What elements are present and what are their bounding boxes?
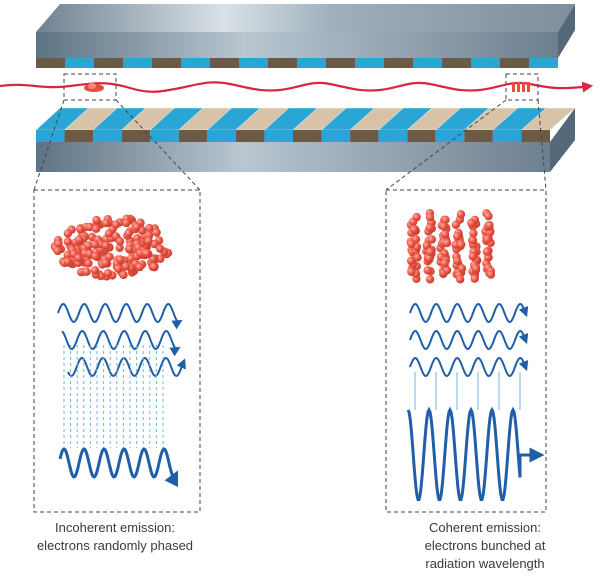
lower-magnet-front-segment [236, 130, 265, 142]
electron [125, 245, 133, 253]
electron [410, 225, 418, 233]
electron [407, 240, 415, 248]
electron [54, 239, 62, 247]
random-electron-cloud [51, 215, 173, 281]
electron [122, 262, 130, 270]
electron [456, 275, 464, 283]
electron [144, 237, 152, 245]
electron [441, 230, 449, 238]
electron [443, 239, 451, 247]
electron [457, 210, 465, 218]
lower-plate-front [36, 142, 550, 172]
lower-magnet-front-segment [322, 130, 351, 142]
electron [150, 263, 158, 271]
electron [485, 221, 493, 229]
electron [91, 240, 99, 248]
electron [91, 252, 99, 260]
electron [412, 213, 420, 221]
electron [487, 270, 495, 278]
electron [64, 229, 72, 237]
electron [143, 249, 151, 257]
upper-magnet-segment [326, 58, 355, 68]
electron [452, 221, 460, 229]
coherent-sum-wave [408, 410, 540, 500]
electron [102, 241, 110, 249]
lower-magnet-front-segment [150, 130, 179, 142]
electron [92, 216, 100, 224]
electron [413, 253, 421, 261]
coherent-caption-line1: Coherent emission: [429, 520, 541, 535]
electron [156, 245, 164, 253]
electron [467, 219, 475, 227]
electron [483, 235, 491, 243]
upper-magnet-segment [239, 58, 268, 68]
electron [84, 259, 92, 267]
electron [76, 225, 84, 233]
upper-magnet-segment [94, 58, 123, 68]
electron [63, 257, 71, 265]
electron [426, 248, 434, 256]
electron [483, 248, 491, 256]
incoherent-wave [62, 331, 178, 349]
lower-magnet-front-segment [207, 130, 236, 142]
upper-magnet-segment [413, 58, 442, 68]
incoherent-wave [58, 304, 180, 322]
electron [116, 255, 124, 263]
incoherent-caption-line1: Incoherent emission: [55, 520, 175, 535]
electron [469, 252, 477, 260]
lower-magnet-front-segment [264, 130, 293, 142]
electron [114, 265, 122, 273]
coherent-caption [370, 519, 600, 573]
electron [101, 259, 109, 267]
electron [133, 223, 141, 231]
coherent-caption-line3: radiation wavelength [425, 556, 545, 571]
lower-magnet-front-segment [436, 130, 465, 142]
lower-magnet-front-segment [521, 130, 550, 142]
upper-magnet-array [36, 4, 575, 68]
electron [426, 275, 434, 283]
lower-magnet-array [36, 108, 575, 172]
electron [112, 220, 120, 228]
electron [426, 213, 434, 221]
electron [64, 238, 72, 246]
electron [453, 257, 461, 265]
electron [440, 222, 448, 230]
bunched-electron-cloud [407, 209, 496, 283]
lower-magnet-front-segment [293, 130, 322, 142]
electron [457, 240, 465, 248]
coherent-waves [408, 304, 540, 500]
electron [116, 237, 124, 245]
lower-magnet-front-segment [493, 130, 522, 142]
electron [453, 232, 461, 240]
incoherent-wave [68, 358, 184, 376]
electron [122, 219, 130, 227]
coherent-wave [410, 331, 526, 349]
coherent-wave [410, 304, 526, 322]
upper-magnet-segment [268, 58, 297, 68]
lower-magnet-front-segment [407, 130, 436, 142]
electron [136, 263, 144, 271]
upper-magnet-segment [297, 58, 326, 68]
electron [407, 268, 415, 276]
incoherent-sum-wave [60, 449, 176, 477]
electron [441, 259, 449, 267]
electron [105, 229, 113, 237]
coherent-wave [410, 358, 526, 376]
electron [428, 235, 436, 243]
electron [152, 228, 160, 236]
electron [469, 229, 477, 237]
lower-magnet-front-segment [379, 130, 408, 142]
lower-magnet-front-segment [464, 130, 493, 142]
electron [424, 266, 432, 274]
upper-magnet-segment [529, 58, 558, 68]
upper-magnet-segment [442, 58, 471, 68]
upper-magnet-segment [355, 58, 384, 68]
upper-plate-front [36, 32, 558, 58]
electron [471, 274, 479, 282]
lower-magnet-front-segment [350, 130, 379, 142]
incoherent-waves [58, 304, 184, 477]
upper-magnet-segment [65, 58, 94, 68]
electron [472, 264, 480, 272]
coherent-caption-line2: electrons bunched at [424, 538, 546, 553]
electron [91, 266, 99, 274]
upper-magnet-segment [471, 58, 500, 68]
upper-magnet-segment [36, 58, 65, 68]
upper-magnet-segment [210, 58, 239, 68]
upper-magnet-segment [500, 58, 529, 68]
electron [484, 212, 492, 220]
upper-magnet-segment [384, 58, 413, 68]
incoherent-caption [0, 519, 230, 555]
lower-magnet-front-segment [65, 130, 94, 142]
electron [54, 247, 62, 255]
electron [75, 235, 83, 243]
upper-magnet-segment [152, 58, 181, 68]
lower-magnet-segments [36, 108, 575, 142]
incoherent-caption-line2: electrons randomly phased [36, 538, 194, 553]
upper-plate-top [36, 4, 575, 32]
electron [104, 269, 112, 277]
electron [92, 225, 100, 233]
electron [82, 268, 90, 276]
electron [74, 254, 82, 262]
electron [102, 219, 110, 227]
upper-magnet-segments [36, 58, 558, 68]
lower-magnet-front-segment [179, 130, 208, 142]
upper-magnet-segment [181, 58, 210, 68]
lower-magnet-front-segment [93, 130, 122, 142]
electron [426, 224, 434, 232]
electron [124, 229, 132, 237]
upper-magnet-segment [123, 58, 152, 68]
